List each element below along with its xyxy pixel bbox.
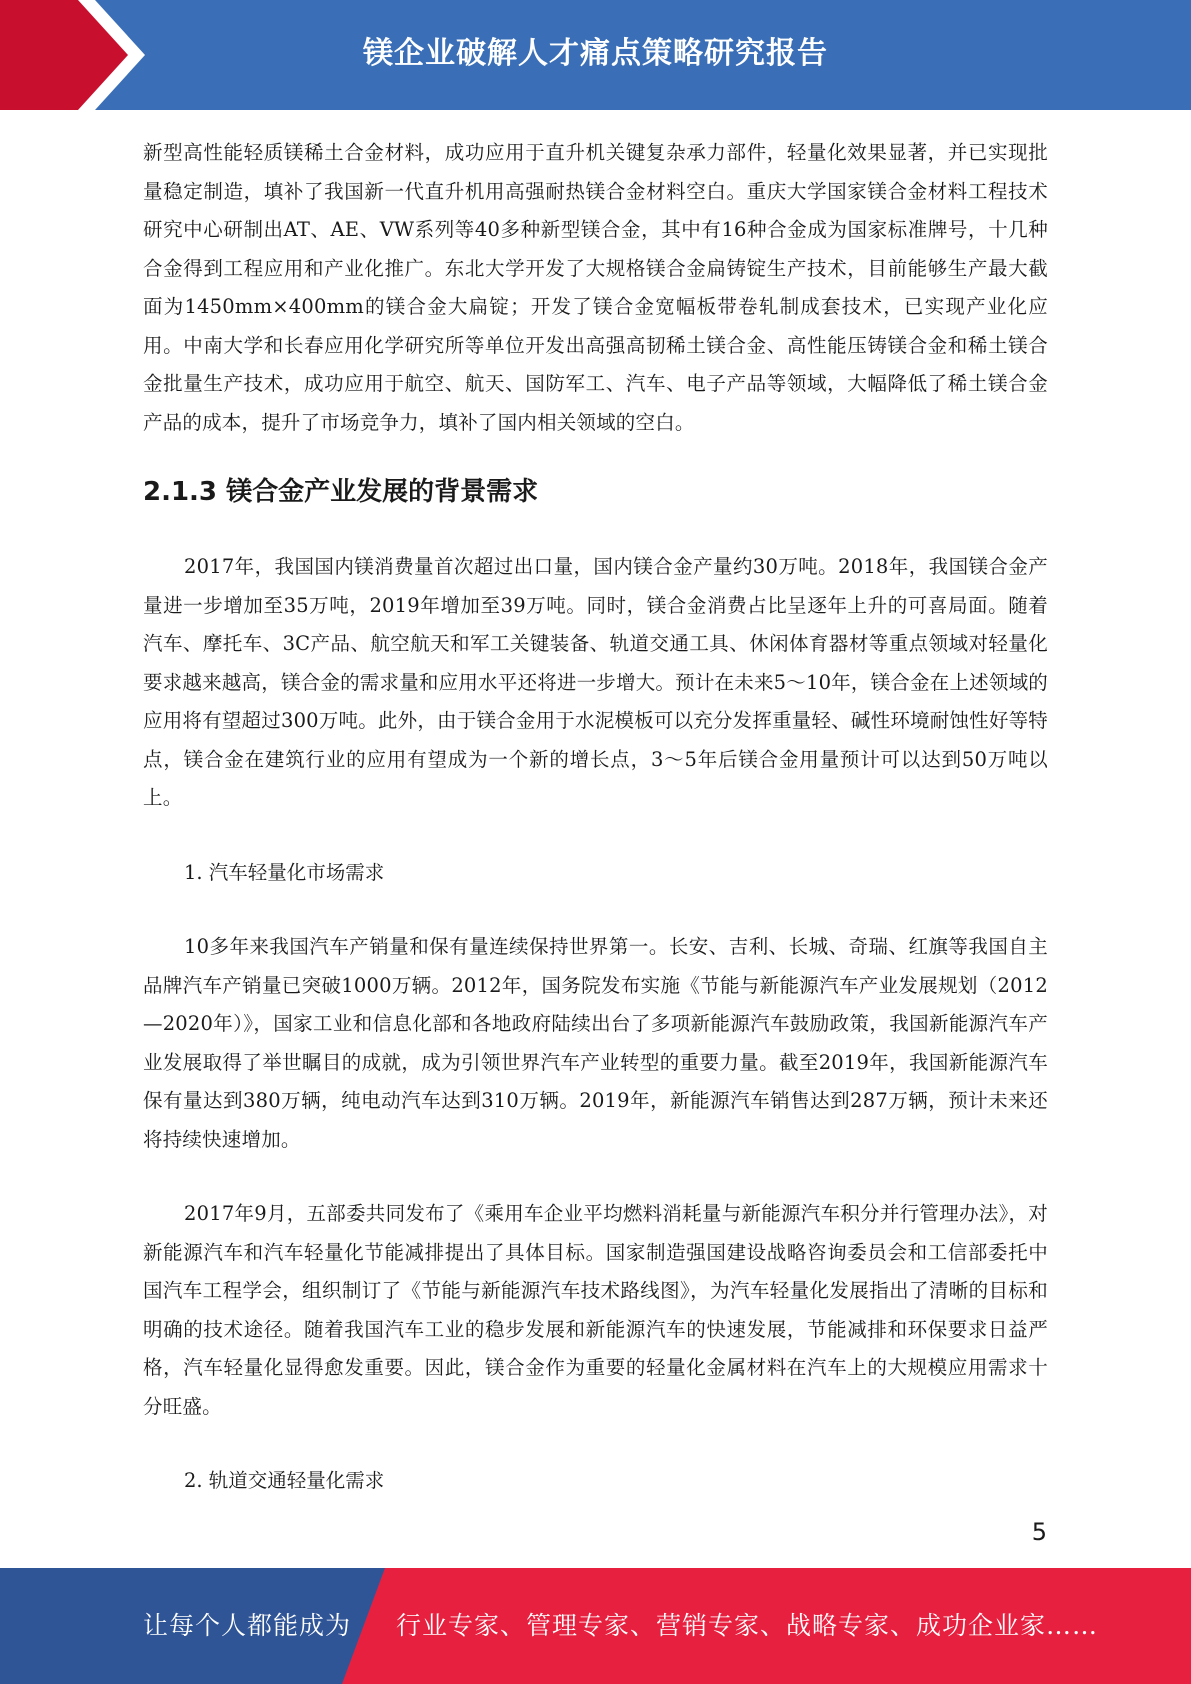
paragraph-background: 2017年，我国国内镁消费量首次超过出口量，国内镁合金产量约30万吨。2018年，我国镁合金产量进一步增加至35万吨，2019年增加至39万吨。同时，镁合金消费占比呈逐年上升的可喜局面。随着汽车、摩托车、3C产品、航空航天和军工关键装备、轨道交通工具、休闲体育器材等重点领域对轻量化要求越来越高，镁合金的需求量和应用水平还将进一步增大。预计在未来5～10年，镁合金在上述领域的应用将有望超过300万吨。此外，由于镁合金用于水泥模板可以充分发挥重量轻、碱性环境耐蚀性好等特点，镁合金在建筑行业的应用有望成为一个新的增长点，3～5年后镁合金用量预计可以达到50万吨以上。 <box>143 555 1048 809</box>
subheading-rail: 2. 轨道交通轻量化需求 <box>184 1469 385 1492</box>
paragraph-policy: 2017年9月，五部委共同发布了《乘用车企业平均燃料消耗量与新能源汽车积分并行管理办法》，对新能源汽车和汽车轻量化节能减排提出了具体目标。国家制造强国建设战略咨询委员会和工信部委托中国汽车工程学会，组织制订了《节能与新能源汽车技术路线图》，为汽车轻量化发展指出了清晰的目标和明确的技术途径。随着我国汽车工业的稳步发展和新能源汽车的快速发展，节能减排和环保要求日益严格，汽车轻量化显得愈发重要。因此，镁合金作为重要的轻量化金属材料在汽车上的大规模应用需求十分旺盛。 <box>143 1202 1048 1418</box>
header-title: 镁企业破解人才痛点策略研究报告 <box>363 36 828 71</box>
page-header <box>0 0 1191 110</box>
section-heading: 2.1.3 镁合金产业发展的背景需求 <box>143 477 539 507</box>
paragraph-automotive: 10多年来我国汽车产销量和保有量连续保持世界第一。长安、吉利、长城、奇瑞、红旗等我国自主品牌汽车产销量已突破1000万辆。2012年，国务院发布实施《节能与新能源汽车产业发展规划（2012—2020年）》，国家工业和信息化部和各地政府陆续出台了多项新能源汽车鼓励政策，我国新能源汽车产业发展取得了举世瞩目的成就，成为引领世界汽车产业转型的重要力量。截至2019年，我国新能源汽车保有量达到380万辆，纯电动汽车达到310万辆。2019年，新能源汽车销售达到287万辆，预计未来还将持续快速增加。 <box>143 935 1048 1151</box>
footer-slogan-left: 让每个人都能成为 <box>143 1611 352 1640</box>
page-footer <box>0 1568 1191 1684</box>
subheading-automotive: 1. 汽车轻量化市场需求 <box>184 860 385 884</box>
paragraph-materials: 新型高性能轻质镁稀土合金材料，成功应用于直升机关键复杂承力部件，轻量化效果显著，并已实现批量稳定制造，填补了我国新一代直升机用高强耐热镁合金材料空白。重庆大学国家镁合金材料工程技术研究中心研制出AT、AE、VW系列等40多种新型镁合金，其中有16种合金成为国家标准牌号，十几种合金得到工程应用和产业化推广。东北大学开发了大规格镁合金扁铸锭生产技术，目前能够生产最大截面为1450mm×400mm的镁合金大扁锭；开发了镁合金宽幅板带卷轧制成套技术，已实现产业化应用。中南大学和长春应用化学研究所等单位开发出高强高韧稀土镁合金、高性能压铸镁合金和稀土镁合金批量生产技术，成功应用于航空、航天、国防军工、汽车、电子产品等领域，大幅降低了稀土镁合金产品的成本，提升了市场竞争力，填补了国内相关领域的空白。 <box>143 141 1048 434</box>
document-body <box>143 134 1048 1501</box>
footer-slogan-right: 行业专家、管理专家、营销专家、战略专家、成功企业家…… <box>396 1611 1099 1640</box>
page-number: 5 <box>1031 1518 1047 1546</box>
